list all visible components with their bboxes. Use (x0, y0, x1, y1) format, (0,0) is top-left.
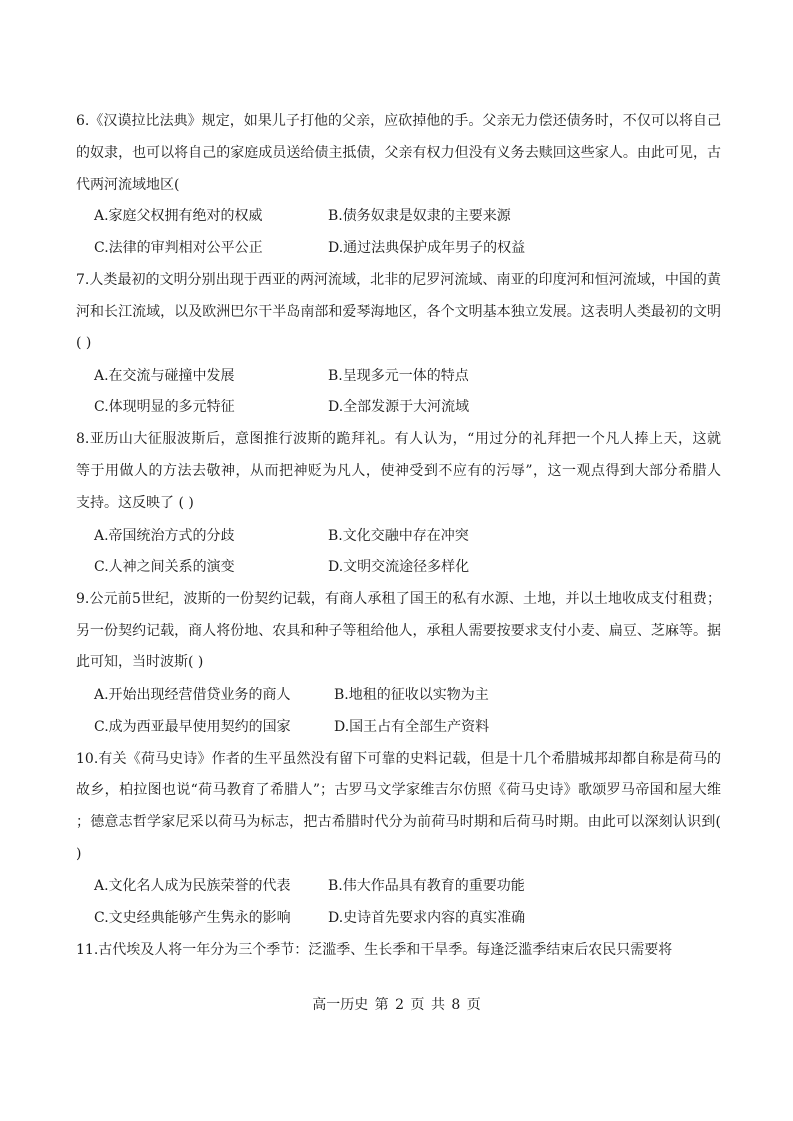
q7-option-b: B.呈现多元一体的特点 (328, 368, 469, 384)
q6-option-c: C.法律的审判相对公平公正 (94, 240, 263, 256)
q10-line-1: 10.有关《荷马史诗》作者的生平虽然没有留下可靠的史料记载，但是十几个希腊城邦却都自称是荷马的 (76, 751, 721, 767)
q6-line-2: 的奴隶，也可以将自己的家庭成员送给债主抵债，父亲有权力但没有义务去赎回这些家人。由此可见，古 (76, 145, 721, 161)
page-footer: 高一历史 第 2 页 共 8 页 (312, 997, 481, 1013)
q10-option-b: B.伟大作品具有教育的重要功能 (328, 878, 525, 894)
q8-line-3: 支持。这反映了 ( ) (76, 495, 194, 511)
q7-line-2: 河和长江流域，以及欧洲巴尔干半岛南部和爱琴海地区，各个文明基本独立发展。这表明人类最初的文明 (76, 304, 721, 320)
q6-line-1: 6.《汉谟拉比法典》规定，如果儿子打他的父亲，应砍掉他的手。父亲无力偿还债务时，不仅可以将自己 (76, 113, 721, 129)
q9-option-a: A.开始出现经营借贷业务的商人 (94, 687, 291, 703)
q7-line-3: ( ) (76, 335, 92, 351)
q9-line-1: 9.公元前5世纪，波斯的一份契约记载，有商人承租了国王的私有水源、土地，并以土地收成支付租费； (76, 591, 721, 607)
q6-option-d: D.通过法典保护成年男子的权益 (328, 240, 526, 256)
q6-option-a: A.家庭父权拥有绝对的权威 (94, 208, 263, 224)
q10-option-a: A.文化名人成为民族荣誉的代表 (94, 878, 291, 894)
q9-option-d: D.国王占有全部生产资料 (334, 719, 490, 735)
q9-option-b: B.地租的征收以实物为主 (334, 687, 489, 703)
q8-option-c: C.人神之间关系的演变 (94, 559, 235, 575)
q6-line-3: 代两河流域地区( (76, 177, 180, 193)
q10-line-4: ) (76, 846, 82, 862)
q8-line-1: 8.亚历山大征服波斯后，意图推行波斯的跪拜礼。有人认为，“用过分的礼拜把一个凡人捧上天，这就 (76, 431, 721, 447)
q10-option-d: D.史诗首先要求内容的真实准确 (328, 910, 526, 926)
q10-option-c: C.文史经典能够产生隽永的影响 (94, 910, 291, 926)
q10-line-2: 故乡，柏拉图也说“荷马教育了希腊人”；古罗马文学家维吉尔仿照《荷马史诗》歌颂罗马帝国和屋大维 (76, 782, 721, 798)
q9-line-2: 另一份契约记载，商人将份地、农具和种子等租给他人，承租人需要按要求支付小麦、扁豆、芝麻等。据 (76, 623, 721, 639)
q8-option-b: B.文化交融中存在冲突 (328, 528, 469, 544)
q6-option-b: B.债务奴隶是奴隶的主要来源 (328, 208, 511, 224)
q10-line-3: ；德意志哲学家尼采以荷马为标志，把古希腊时代分为前荷马时期和后荷马时期。由此可以深刻认识到( (76, 814, 721, 830)
q7-option-d: D.全部发源于大河流域 (328, 399, 470, 415)
q8-line-2: 等于用做人的方法去敬神，从而把神贬为凡人，使神受到不应有的污辱”，这一观点得到大部分希腊人 (76, 463, 721, 479)
q7-option-c: C.体现明显的多元特征 (94, 399, 235, 415)
q8-option-d: D.文明交流途径多样化 (328, 559, 470, 575)
q9-line-3: 此可知，当时波斯( ) (76, 654, 204, 670)
q7-option-a: A.在交流与碰撞中发展 (94, 368, 235, 384)
q9-option-c: C.成为西亚最早使用契约的国家 (94, 719, 291, 735)
q11-line-1: 11.古代埃及人将一年分为三个季节：泛滥季、生长季和干旱季。每逢泛滥季结束后农民只需要将 (76, 942, 673, 958)
q7-line-1: 7.人类最初的文明分别出现于西亚的两河流域，北非的尼罗河流域、南亚的印度河和恒河流域，中国的黄 (76, 272, 721, 288)
q8-option-a: A.帝国统治方式的分歧 (94, 528, 235, 544)
